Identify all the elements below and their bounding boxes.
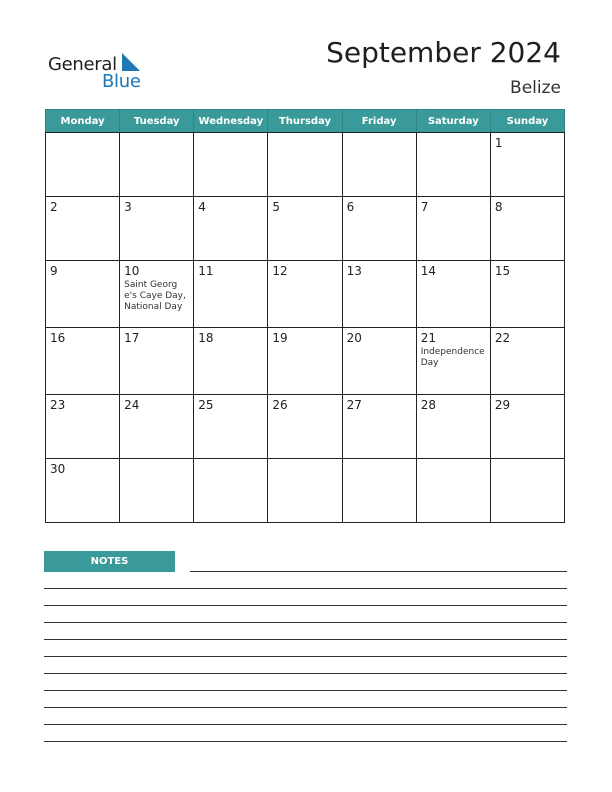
- day-number: 1: [494, 136, 503, 150]
- day-number: 2: [50, 200, 58, 214]
- day-cell: [416, 261, 490, 328]
- weekday-header: Monday: [46, 110, 120, 133]
- day-cell: [194, 133, 268, 197]
- day-number: 26: [272, 398, 288, 412]
- logo-word-blue: Blue: [102, 71, 141, 92]
- weekday-header: Tuesday: [120, 110, 194, 133]
- weekday-header: Thursday: [268, 110, 342, 133]
- day-number: 15: [494, 264, 511, 278]
- notes-line: [44, 741, 567, 742]
- notes-line: [44, 656, 567, 657]
- day-number: 7: [420, 200, 429, 214]
- day-cell: [120, 133, 194, 197]
- day-cell: [416, 328, 490, 395]
- day-cell: [416, 133, 490, 197]
- week-row: [46, 261, 565, 328]
- day-number: 27: [346, 398, 362, 412]
- day-number: 6: [346, 200, 355, 214]
- weekday-header: Saturday: [416, 110, 490, 133]
- notes-line: [44, 605, 567, 606]
- day-cell: [268, 261, 342, 328]
- day-cell: [46, 261, 120, 328]
- day-cell: [46, 459, 120, 523]
- day-cell: [342, 133, 416, 197]
- holiday-label: Saint George's Caye Day, National Day: [124, 280, 186, 312]
- notes-line: [190, 571, 567, 572]
- day-cell: [490, 328, 564, 395]
- day-cell: [268, 459, 342, 523]
- country-name: Belize: [510, 78, 561, 98]
- day-cell: [268, 133, 342, 197]
- day-cell: [194, 459, 268, 523]
- day-number: 12: [272, 264, 288, 278]
- day-number: 30: [50, 462, 66, 476]
- day-cell: [342, 328, 416, 395]
- day-cell: [120, 395, 194, 459]
- day-cell: [490, 261, 564, 328]
- day-cell: [342, 197, 416, 261]
- day-number: 18: [198, 331, 214, 345]
- weekday-header-row: [46, 110, 565, 133]
- weekday-header: Sunday: [490, 110, 564, 133]
- day-cell: [342, 459, 416, 523]
- day-cell: [342, 261, 416, 328]
- day-number: 14: [420, 264, 436, 278]
- day-number: 10: [124, 264, 140, 278]
- day-cell: [120, 459, 194, 523]
- day-cell: [120, 328, 194, 395]
- day-cell: [268, 328, 342, 395]
- notes-line: [44, 639, 567, 640]
- weekday-header: Friday: [342, 110, 416, 133]
- day-cell: [194, 261, 268, 328]
- week-row: [46, 395, 565, 459]
- holiday-label: Independence Day: [420, 347, 485, 368]
- logo-flag-icon: [120, 53, 142, 71]
- day-number: 13: [346, 264, 362, 278]
- logo-word-general: General: [48, 54, 117, 75]
- day-number: 5: [272, 200, 281, 214]
- day-cell: [490, 197, 564, 261]
- day-cell: [120, 261, 194, 328]
- day-number: 23: [50, 398, 66, 412]
- notes-line: [44, 588, 567, 589]
- week-row: [46, 328, 565, 395]
- weekday-header: Wednesday: [194, 110, 268, 133]
- day-number: 24: [124, 398, 140, 412]
- day-cell: [46, 197, 120, 261]
- day-number: 29: [494, 398, 511, 412]
- day-number: 21: [420, 331, 436, 345]
- notes-line: [44, 690, 567, 691]
- day-cell: [342, 395, 416, 459]
- day-number: 22: [494, 331, 511, 345]
- day-cell: [194, 328, 268, 395]
- day-number: 28: [420, 398, 436, 412]
- day-cell: [268, 197, 342, 261]
- day-cell: [120, 197, 194, 261]
- general-blue-logo: [48, 52, 148, 92]
- calendar-grid: [45, 109, 565, 523]
- day-cell: [490, 133, 564, 197]
- calendar-title: September 2024: [326, 36, 561, 69]
- day-number: 19: [272, 331, 288, 345]
- day-number: 3: [124, 200, 132, 214]
- notes-line: [44, 724, 567, 725]
- day-number: 8: [494, 200, 503, 214]
- day-cell: [46, 328, 120, 395]
- day-cell: [416, 197, 490, 261]
- day-cell: [194, 395, 268, 459]
- day-cell: [268, 395, 342, 459]
- day-cell: [416, 395, 490, 459]
- week-row: [46, 133, 565, 197]
- day-number: 17: [124, 331, 140, 345]
- day-cell: [46, 133, 120, 197]
- day-number: 16: [50, 331, 66, 345]
- notes-line: [44, 707, 567, 708]
- day-cell: [46, 395, 120, 459]
- week-row: [46, 197, 565, 261]
- week-row: [46, 459, 565, 523]
- day-cell: [194, 197, 268, 261]
- day-number: 11: [198, 264, 214, 278]
- day-number: 9: [50, 264, 58, 278]
- day-cell: [416, 459, 490, 523]
- day-number: 25: [198, 398, 214, 412]
- notes-line: [44, 622, 567, 623]
- day-cell: [490, 395, 564, 459]
- day-number: 20: [346, 331, 362, 345]
- day-cell: [490, 459, 564, 523]
- day-number: 4: [198, 200, 206, 214]
- notes-line: [44, 673, 567, 674]
- notes-label: NOTES: [44, 551, 175, 572]
